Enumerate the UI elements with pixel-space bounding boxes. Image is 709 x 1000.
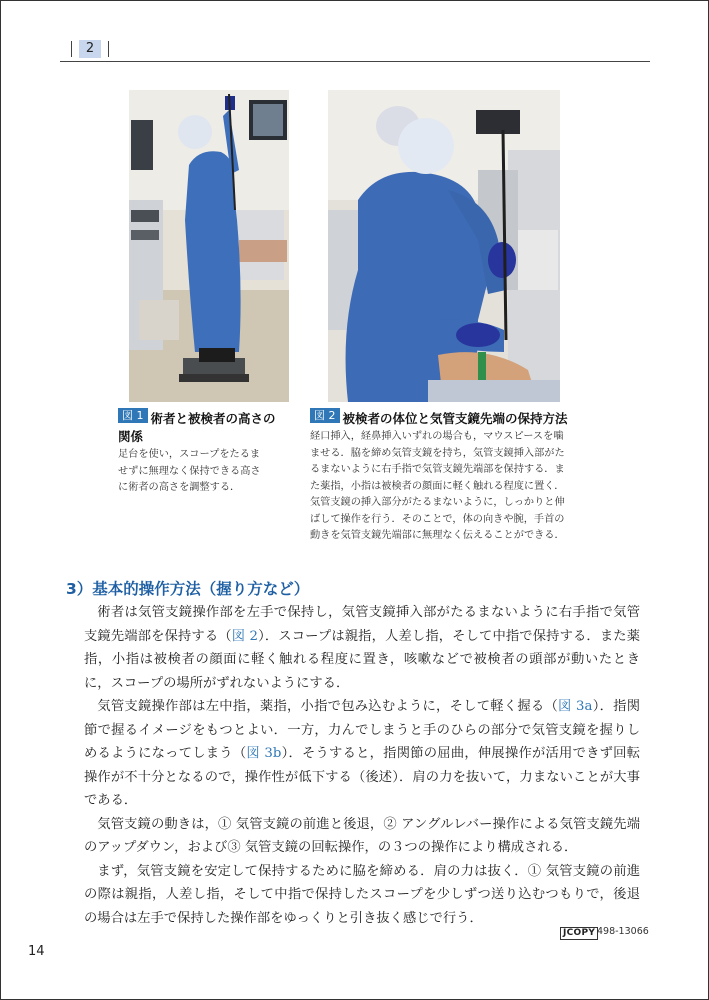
figure2-text-line: た薬指，小指は被検者の顔面に軽く触れる程度に置く． [310, 480, 565, 492]
page-number: 14 [28, 944, 45, 959]
text-run: ）．指関節で握 [84, 699, 640, 738]
figure1-text-line: 足台を使い，スコープをたるま [118, 449, 261, 460]
paragraph-1 [84, 601, 640, 695]
figure-ref-link[interactable]: 図 3b [246, 746, 282, 761]
text-run: るイメージをもつとよい．一方，力んでしまうと手のひらの部分で気管支鏡を握りしめるように [84, 722, 640, 761]
text-run: なってしまう（ [151, 746, 247, 761]
figure2-title: 被検者の体位と気管支鏡先端の保持方法 [342, 411, 568, 426]
jcopy-mark: JCOPY [560, 927, 598, 940]
figure2-caption [310, 408, 600, 545]
paragraph-2 [84, 695, 640, 813]
text-run: 手で保持した操作部をゆっくりと引き抜く感じで行う． [150, 910, 483, 926]
text-run: ）．スコープは親指，人差し指，そして中指で保持する．また薬指，小指は [84, 628, 641, 667]
figure2-photo [328, 90, 560, 402]
figure2-description [310, 429, 600, 545]
text-run: 気管支鏡の動きは，① 気管支鏡の前進と後退，② アングルレバー操作による気管支鏡先端の [84, 816, 640, 855]
figure1-title-line2: 関係 [118, 429, 144, 444]
text-run: 被検者の顔面に軽く触れる程度に置き，咳嗽などで被検者の頭部が動いたときに，スコープの場所 [84, 652, 641, 691]
figure2-text-line: 経口挿入，経鼻挿入いずれの場合も，マウスピースを噛 [310, 431, 564, 442]
figure1-title-line1: 術者と被検者の高さの [150, 411, 276, 426]
text-run: るので，操作性が低下する（後述）．肩の力を抜いて，力まないことが大事である． [84, 769, 640, 808]
text-run: 術者は気管支鏡操作部を左手で保持し，気管支鏡挿入部がたるまないように右手指で気管支鏡先 [84, 605, 640, 644]
text-run: アップダウン，および③ 気管支鏡の回転操作，の３つの操作により構成される． [97, 840, 578, 855]
chapter-number-badge: 2 [79, 40, 101, 58]
section-body [84, 601, 640, 930]
figure2-text-line: ばして操作を行う．そのことで，体の向きや腕，手首の [310, 513, 565, 525]
figure-ref-link[interactable]: 図 3a [558, 699, 593, 714]
figure1-label: 図 1 [118, 408, 148, 423]
section-heading: 3）基本的操作方法（握り方など） [66, 580, 310, 598]
text-run: は親指，人差し指，そして中指で保持したスコープを少しずつ送り込むつもりで，後退の場合は左 [84, 887, 640, 926]
figure2-text-line: ませる．脇を締め気管支鏡を持ち，気管支鏡挿入部がた [310, 447, 565, 459]
header-tick-left [71, 41, 72, 57]
text-run: ）．そうすると，指関節の屈曲，伸展操作が活用できず回転操作が不十分とな [84, 746, 641, 785]
figure1-text-line: に術者の高さを調整する． [118, 482, 241, 493]
paragraph-3 [84, 813, 640, 860]
isbn-code: 498-13066 [597, 926, 649, 937]
figure1-caption [118, 408, 293, 497]
text-run: がずれないようにする． [203, 675, 350, 691]
figure2-text-line: 気管支鏡の挿入部分がたるまないように，しっかりと伸 [310, 497, 565, 508]
figure1-description [118, 447, 293, 497]
header-rule [60, 61, 650, 62]
paragraph-4 [84, 860, 640, 931]
figure2-text-line: るまないように右手指で気管支鏡先端部を保持する．ま [310, 464, 565, 475]
figure-ref-link[interactable]: 図 2 [231, 628, 258, 644]
figure1-text-line: せずに無理なく保持できる高さ [118, 465, 261, 477]
header-tick-right [108, 41, 109, 57]
figure2-text-line: 動きを気管支鏡先端部に無理なく伝えることができる． [310, 530, 565, 541]
text-run: 気管支鏡操作部は左中指，薬指，小指で包み込むように，そして軽く握る（ [97, 699, 559, 714]
text-run: まず，気管支鏡を安定して保持するために脇を締める．肩の力は抜く．① 気管支鏡の前進の際 [84, 863, 640, 902]
figure1-photo [129, 90, 289, 402]
figure2-label: 図 2 [310, 408, 340, 423]
text-run: 端部を保持する（ [124, 628, 232, 644]
